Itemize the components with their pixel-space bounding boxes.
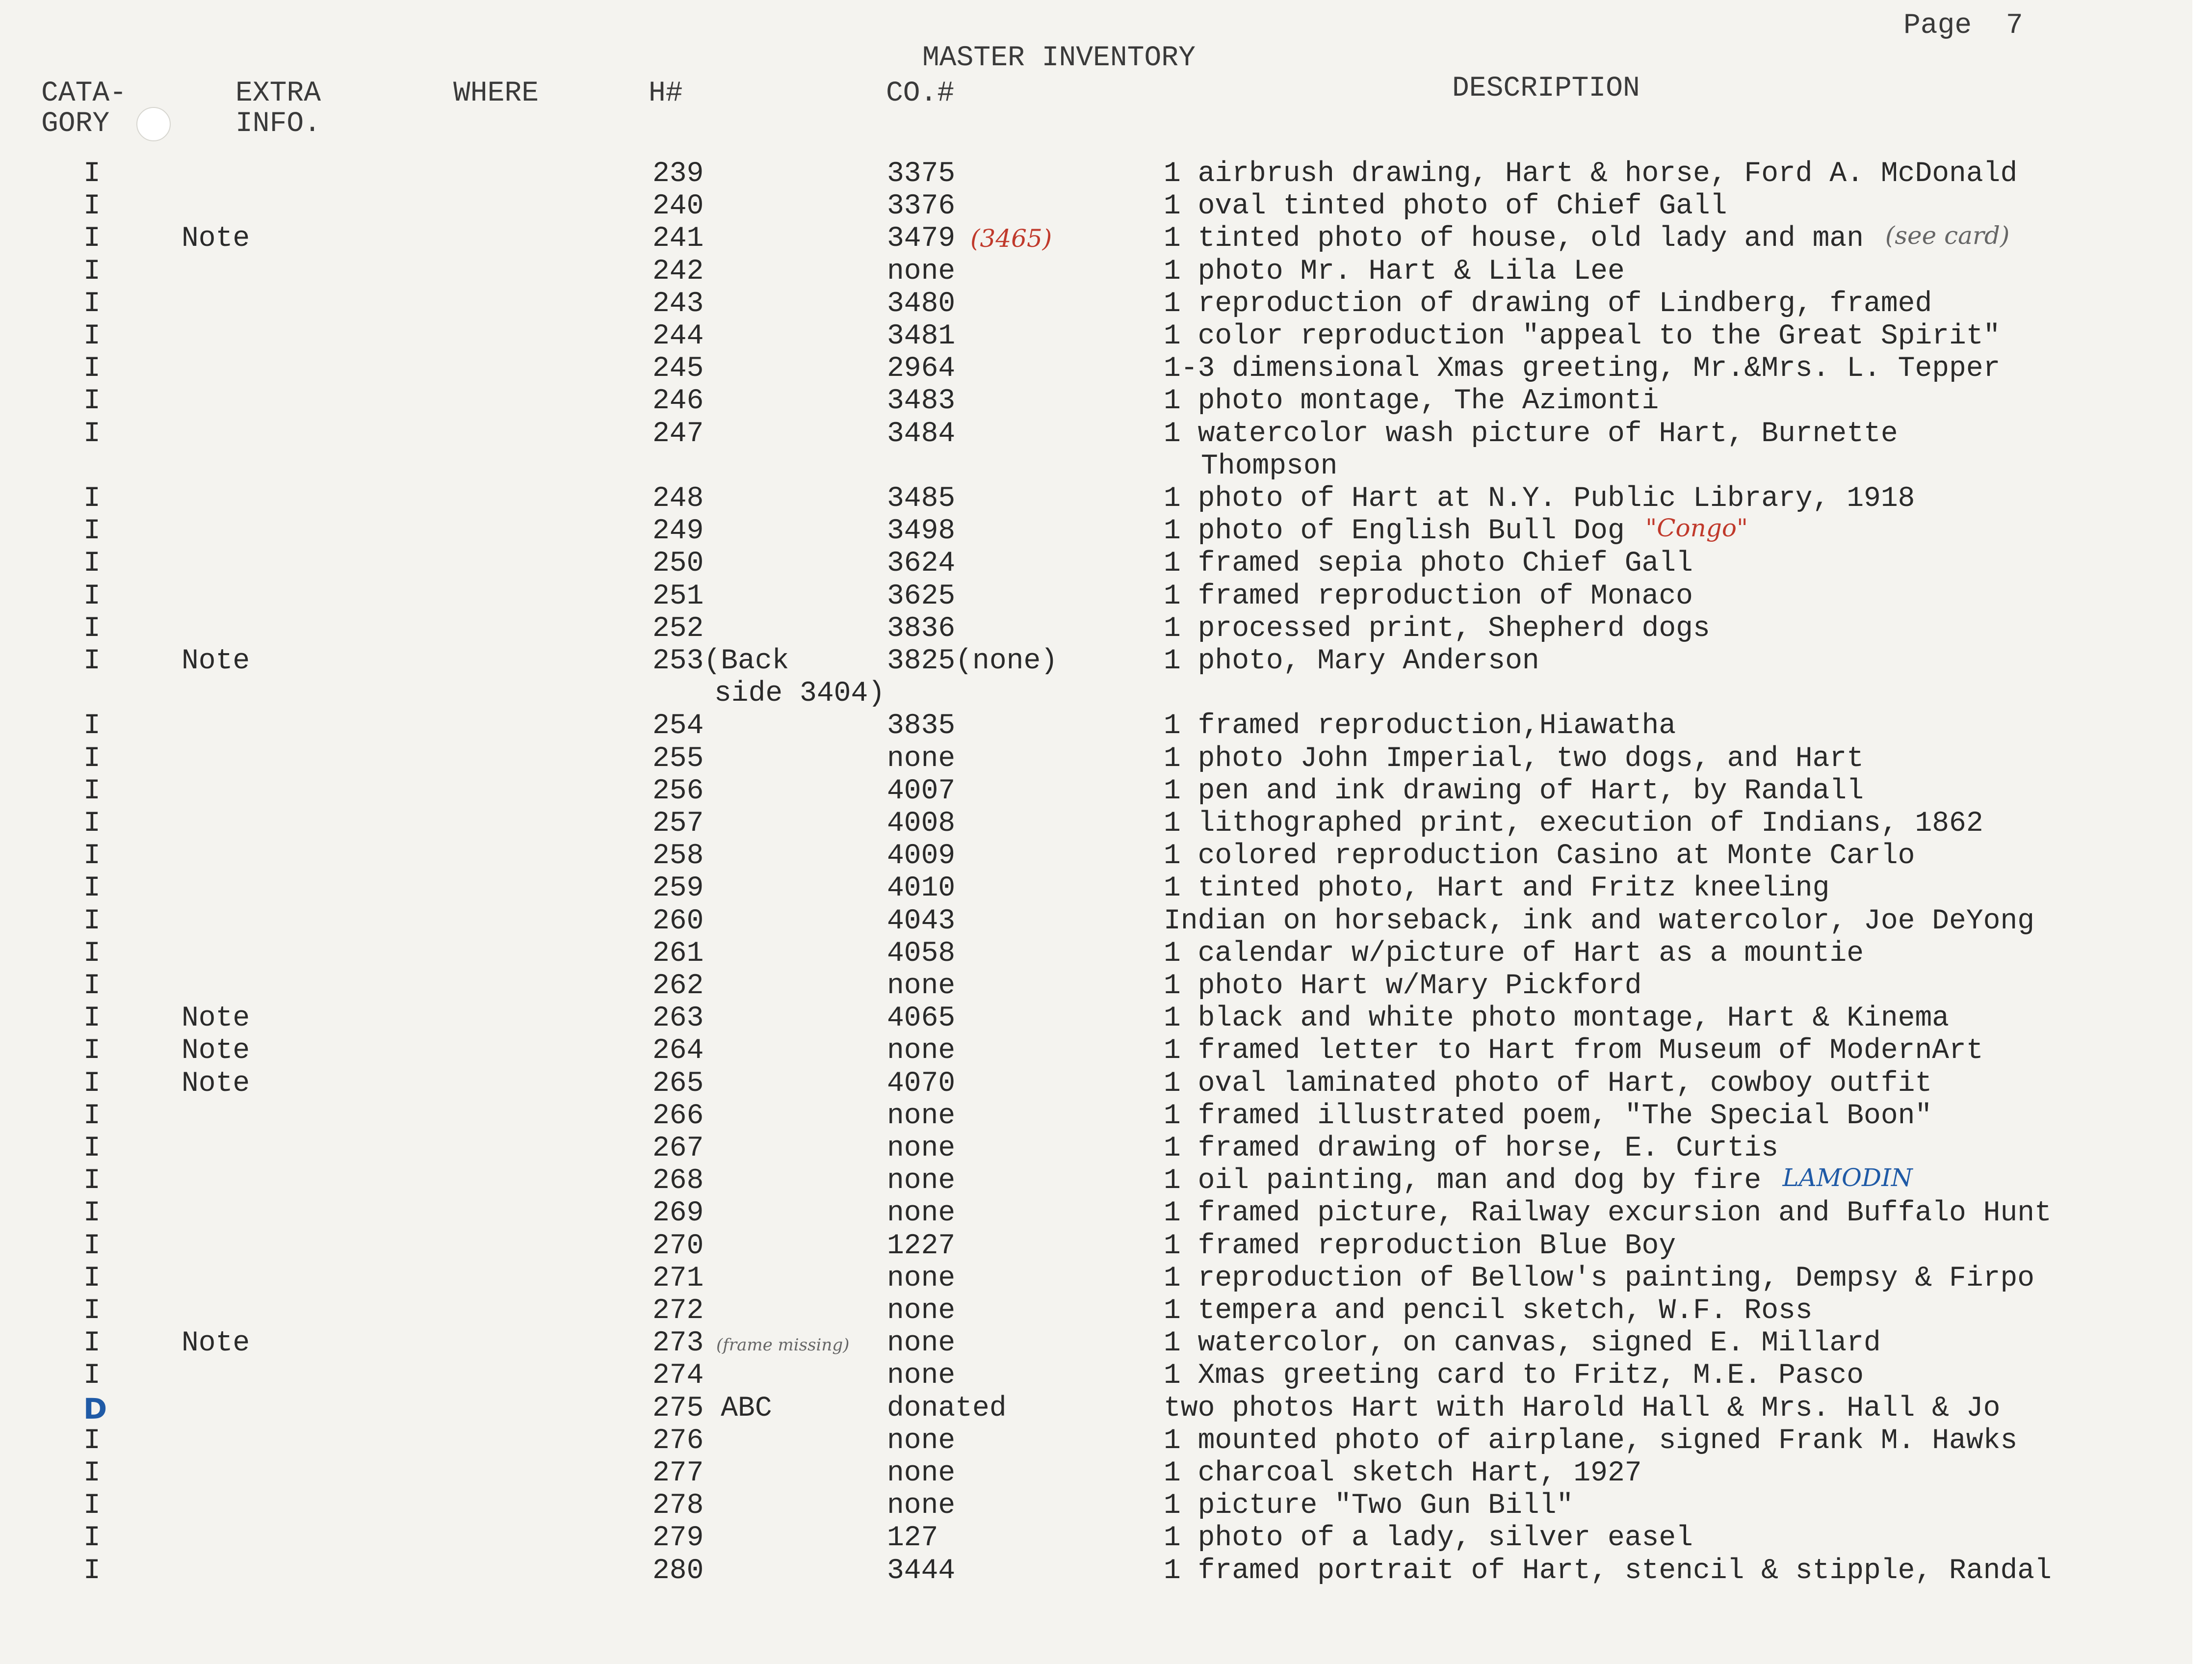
row-h-number: 253(Back [652,645,789,677]
row-co-number: none [887,1360,956,1392]
row-description: 1 black and white photo montage, Hart & Kinema [1164,1003,1950,1035]
row-co-number: 3624 [887,548,956,580]
row-description: 1 photo of English Bull Dog [1164,515,1625,548]
row-h-number: 271 [652,1262,704,1294]
row-co-number: 4009 [887,840,956,872]
row-category: I [83,612,101,645]
row-description: 1 oval laminated photo of Hart, cowboy outfit [1164,1067,1932,1100]
row-description: 1 framed reproduction of Monaco [1164,580,1693,612]
row-category: I [83,1230,101,1262]
row-description: 1 pen and ink drawing of Hart, by Randall [1164,775,1864,807]
row-h-number: 249 [652,515,704,548]
row-h-number: 277 [652,1457,704,1489]
row-description: 1 color reproduction "appeal to the Great Spirit" [1164,320,2001,352]
row-h-number: 262 [652,970,704,1002]
row-co-number: none [887,255,956,288]
row-co-number: 4065 [887,1003,956,1035]
row-category: I [83,1003,101,1035]
row-h-number: 274 [652,1360,704,1392]
row-co-number: 3484 [887,418,956,450]
page-number: Page 7 [1903,10,2023,42]
row-description: 1 photo Mr. Hart & Lila Lee [1164,255,1625,288]
row-co-number: none [887,1327,956,1360]
row-h-continued: side 3404) [714,678,885,710]
row-description: 1 framed reproduction Blue Boy [1164,1230,1676,1262]
row-h-number: 256 [652,775,704,807]
row-h-number: 244 [652,320,704,352]
row-h-number: 245 [652,353,704,385]
row-category: I [83,1295,101,1327]
row-description: 1 photo Hart w/Mary Pickford [1164,970,1642,1002]
row-category: I [83,1133,101,1164]
row-category: I [83,775,101,807]
header-h-number: H# [649,78,683,109]
row-co-number: none [887,1295,956,1327]
row-description: 1 tempera and pencil sketch, W.F. Ross [1164,1295,1813,1327]
row-h-number: 251 [652,580,704,612]
row-description: 1 framed portrait of Hart, stencil & stipple, Randal [1164,1555,2052,1587]
row-category: I [83,580,101,612]
row-h-number: 243 [652,288,704,320]
row-description: 1 oval tinted photo of Chief Gall [1164,190,1727,223]
row-h-number: 260 [652,905,704,937]
row-h-number: 241 [652,223,704,255]
header-category: CATA- GORY [41,78,127,140]
page-title: MASTER INVENTORY [922,42,1196,74]
row-category: I [83,1457,101,1489]
row-category: I [83,223,101,255]
row-description: 1 framed reproduction,Hiawatha [1164,710,1676,742]
row-category: I [83,1360,101,1392]
row-description-note: (see card) [1885,221,2010,250]
row-co-number: none [887,1133,956,1164]
row-category: I [83,418,101,450]
punch-hole [136,107,171,141]
row-co-number: none [887,1035,956,1067]
row-co-number: none [887,742,956,775]
row-category: I [83,1555,101,1587]
row-description: 1 reproduction of Bellow's painting, Dempsy & Firpo [1164,1262,2035,1294]
row-description: 1 processed print, Shepherd dogs [1164,612,1710,645]
row-h-number: 263 [652,1003,704,1035]
row-description: 1 framed drawing of horse, E. Curtis [1164,1133,1779,1164]
row-description: 1 photo of Hart at N.Y. Public Library, 1918 [1164,483,1915,515]
row-co-number: none [887,1490,956,1522]
row-category: I [83,385,101,418]
row-description-note: LAMODIN [1782,1163,1913,1192]
row-h-number: 247 [652,418,704,450]
sheet-edge [2192,0,2212,1664]
row-co-number: 3498 [887,515,956,548]
row-h-number: 266 [652,1100,704,1132]
row-co-number: 4070 [887,1067,956,1100]
row-co-number: 3479 [887,223,956,255]
row-h-number: 240 [652,190,704,223]
row-extra-info: Note [182,1327,250,1360]
row-category: I [83,808,101,840]
row-h-number: 265 [652,1067,704,1100]
row-category: I [83,710,101,742]
row-co-number: 2964 [887,353,956,385]
row-co-number: none [887,1425,956,1457]
row-category: I [83,1197,101,1230]
row-description: 1 framed illustrated poem, "The Special Boon" [1164,1100,1932,1132]
row-category: I [83,1067,101,1100]
row-co-number: 3485 [887,483,956,515]
row-co-note: (3465) [970,224,1052,253]
header-co-number: CO.# [886,78,955,109]
row-h-number: 272 [652,1295,704,1327]
row-category: I [83,1165,101,1197]
row-h-number: 273 [652,1327,704,1360]
row-description: 1 colored reproduction Casino at Monte Carlo [1164,840,1915,872]
row-category: I [83,158,101,190]
header-where: WHERE [453,78,539,109]
row-description: 1 Xmas greeting card to Fritz, M.E. Pasco [1164,1360,1864,1392]
row-h-number: 270 [652,1230,704,1262]
row-extra-info: Note [182,1035,250,1067]
row-description: 1 photo montage, The Azimonti [1164,385,1659,418]
row-description-note: "Congo" [1645,514,1748,543]
row-h-note: (frame missing) [716,1335,850,1355]
row-h-number: 254 [652,710,704,742]
row-co-number: none [887,1262,956,1294]
row-co-number: 4043 [887,905,956,937]
row-category: I [83,1327,101,1360]
row-category: I [83,1262,101,1294]
row-co-number: 3835 [887,710,956,742]
row-description: 1 reproduction of drawing of Lindberg, framed [1164,288,1932,320]
row-category: I [83,645,101,677]
row-co-number: none [887,1165,956,1197]
row-co-number: 4058 [887,937,956,970]
row-h-number: 275 ABC [652,1392,772,1425]
row-h-number: 239 [652,158,704,190]
row-h-number: 276 [652,1425,704,1457]
row-description: 1 airbrush drawing, Hart & horse, Ford A. McDonald [1164,158,2018,190]
row-description: 1 tinted photo of house, old lady and man [1164,223,1864,255]
row-description: 1 photo, Mary Anderson [1164,645,1539,677]
row-co-number: none [887,1457,956,1489]
row-h-number: 267 [652,1133,704,1164]
row-h-number: 269 [652,1197,704,1230]
row-h-number: 261 [652,937,704,970]
row-co-number: none [887,970,956,1002]
row-description: 1 framed sepia photo Chief Gall [1164,548,1693,580]
row-co-number: 4010 [887,872,956,905]
row-co-number: 4007 [887,775,956,807]
row-category: I [83,1425,101,1457]
row-h-number: 255 [652,742,704,775]
row-h-number: 257 [652,808,704,840]
header-extra-info: EXTRA INFO. [235,78,321,140]
row-h-number: 278 [652,1490,704,1522]
row-description: 1 watercolor wash picture of Hart, Burnette [1164,418,1898,450]
row-description: 1 tinted photo, Hart and Fritz kneeling [1164,872,1830,905]
row-category: I [83,483,101,515]
row-co-number: 127 [887,1522,938,1555]
row-category: I [83,320,101,352]
row-description: 1 charcoal sketch Hart, 1927 [1164,1457,1642,1489]
row-description: Indian on horseback, ink and watercolor, Joe DeYong [1164,905,2035,937]
row-co-number: donated [887,1392,1007,1425]
row-h-number: 252 [652,612,704,645]
row-description: 1 mounted photo of airplane, signed Frank M. Hawks [1164,1425,2018,1457]
row-h-number: 264 [652,1035,704,1067]
row-description: 1 oil painting, man and dog by fire [1164,1165,1762,1197]
row-category: I [83,840,101,872]
row-co-number: 3825(none) [887,645,1058,677]
row-category: I [83,905,101,937]
row-h-number: 280 [652,1555,704,1587]
row-description: 1 photo John Imperial, two dogs, and Hart [1164,742,1864,775]
row-category: D [83,1392,107,1426]
row-category: I [83,872,101,905]
row-h-number: 279 [652,1522,704,1555]
row-description-continued: Thompson [1201,450,1338,482]
row-category: I [83,1035,101,1067]
row-description: two photos Hart with Harold Hall & Mrs. Hall & Jo [1164,1392,2001,1425]
row-category: I [83,353,101,385]
row-h-number: 248 [652,483,704,515]
row-h-number: 246 [652,385,704,418]
row-description: 1 lithographed print, execution of Indians, 1862 [1164,808,1983,840]
row-co-number: none [887,1100,956,1132]
row-category: I [83,1490,101,1522]
row-h-number: 259 [652,872,704,905]
row-co-number: 3480 [887,288,956,320]
row-co-number: none [887,1197,956,1230]
row-category: I [83,288,101,320]
row-category: I [83,255,101,288]
row-co-number: 3444 [887,1555,956,1587]
row-category: I [83,190,101,223]
row-co-number: 3483 [887,385,956,418]
row-extra-info: Note [182,1067,250,1100]
row-co-number: 3625 [887,580,956,612]
row-co-number: 4008 [887,808,956,840]
row-category: I [83,742,101,775]
row-extra-info: Note [182,645,250,677]
row-co-number: 3481 [887,320,956,352]
row-extra-info: Note [182,1003,250,1035]
row-co-number: 1227 [887,1230,956,1262]
header-description: DESCRIPTION [1452,73,1640,105]
row-h-number: 268 [652,1165,704,1197]
row-category: I [83,515,101,548]
row-extra-info: Note [182,223,250,255]
row-description: 1 photo of a lady, silver easel [1164,1522,1693,1555]
row-co-number: 3375 [887,158,956,190]
row-description: 1 picture "Two Gun Bill" [1164,1490,1574,1522]
row-description: 1 framed letter to Hart from Museum of ModernArt [1164,1035,1983,1067]
row-category: I [83,1100,101,1132]
row-category: I [83,970,101,1002]
row-category: I [83,937,101,970]
row-description: 1 watercolor, on canvas, signed E. Millard [1164,1327,1881,1360]
row-co-number: 3836 [887,612,956,645]
row-category: I [83,1522,101,1555]
row-co-number: 3376 [887,190,956,223]
row-description: 1 framed picture, Railway excursion and Buffalo Hunt [1164,1197,2052,1230]
row-description: 1-3 dimensional Xmas greeting, Mr.&Mrs. L. Tepper [1164,353,2001,385]
row-h-number: 250 [652,548,704,580]
row-category: I [83,548,101,580]
row-description: 1 calendar w/picture of Hart as a mountie [1164,937,1864,970]
row-h-number: 242 [652,255,704,288]
row-h-number: 258 [652,840,704,872]
